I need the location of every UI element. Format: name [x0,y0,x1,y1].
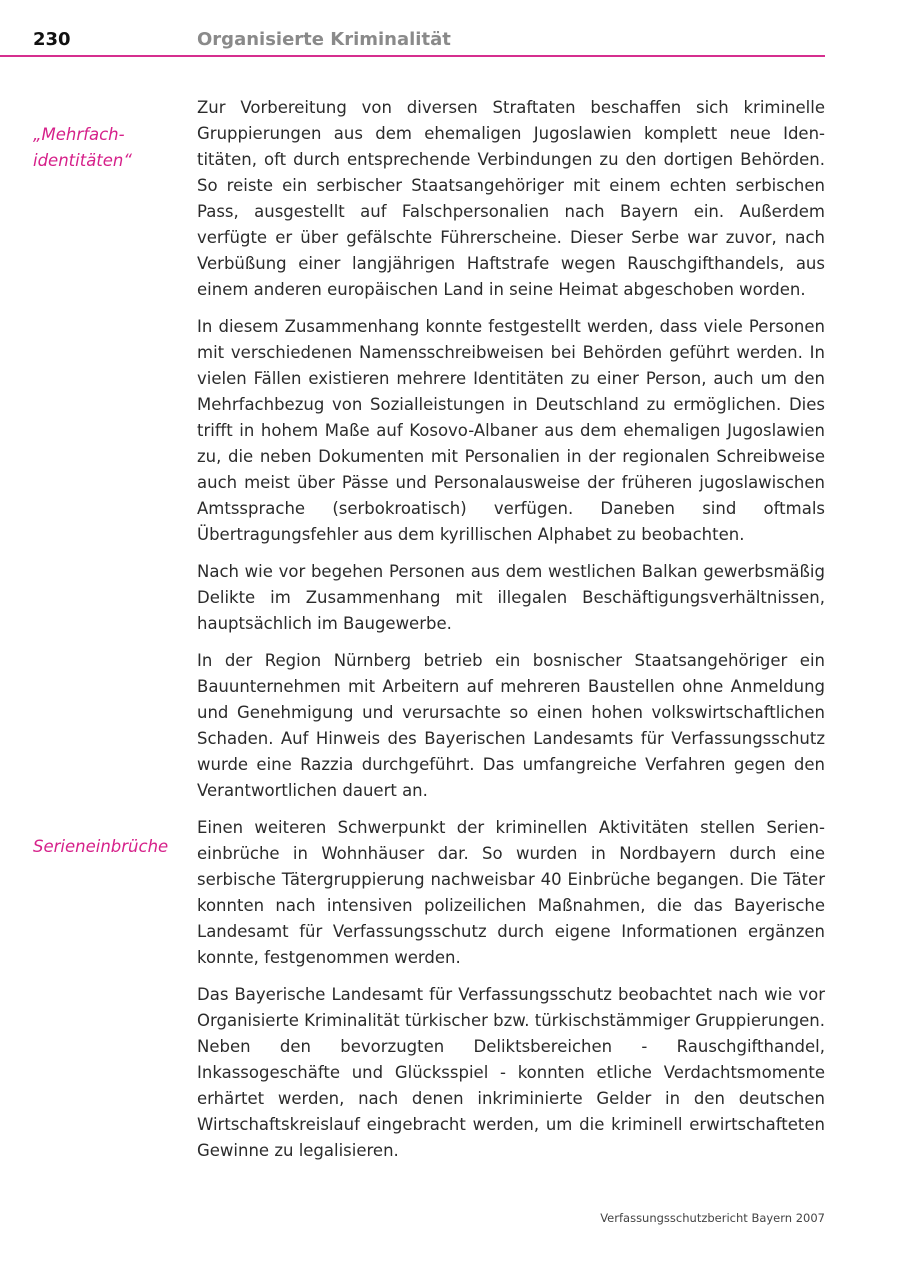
paragraph: Zur Vorbereitung von diversen Straftaten beschaffen sich kriminelle Gruppierungen aus dem ehemaligen Jugoslawien komplett neue Identitäten, oft durch entsprechende Verbindungen zu den dortigen Behörden. So reiste ein serbischer Staatsangehöriger mit einem echten serbischen Pass, ausgestellt auf Falschpersonalien nach Bayern ein. Außerdem verfügte er über gefälschte Führerscheine. Dieser Serbe war zuvor, nach Verbüßung einer langjährigen Haftstrafe wegen Rauschgifthandels, aus einem anderen europäischen Land in seine Heimat abgeschoben worden. [197,98,825,299]
paragraph: Das Bayerische Landesamt für Verfassungsschutz beobachtet nach wie vor Organisierte Kriminalität türkischer bzw. türkischstämmiger Gruppierungen. Neben den bevorzugten Deliktsbereichen - Rauschgifthandel, Inkassogeschäfte und Glücksspiel - konnten etliche Verdachtsmomente erhärtet werden, nach denen inkriminierte Gelder in den deutschen Wirtschaftskreislauf eingebracht werden, um die kriminell erwirtschafteten Gewinne zu legalisieren. [197,985,825,1160]
page-number: 230 [33,29,71,50]
paragraph: In diesem Zusammenhang konnte festgestellt werden, dass viele Personen mit verschiedenen Namensschreibweisen bei Behörden geführt werden. In vielen Fällen existieren mehrere Identitäten zu einer Person, auch um den Mehrfachbezug von Sozialleistungen in Deutschland zu ermöglichen. Dies trifft in hohem Maße auf Kosovo-Albaner aus dem ehemaligen Jugoslawien zu, die neben Dokumenten mit Personalien in der regionalen Schreibweise auch meist über Pässe und Personalausweise der früheren jugoslawischen Amtssprache (serbokroatisch) verfügen. Daneben sind oftmals Übertragungsfehler aus dem kyrillischen Alphabet zu beobachten. [197,317,825,544]
paragraph: Nach wie vor begehen Personen aus dem westlichen Balkan gewerbsmäßig Delikte im Zusammenhang mit illegalen Beschäftigungsverhältnissen, hauptsächlich im Baugewerbe. [197,562,825,633]
paragraph: In der Region Nürnberg betrieb ein bosnischer Staatsangehöriger ein Bauunternehmen mit Arbeitern auf mehreren Baustellen ohne Anmeldung und Genehmigung und verursachte so einen hohen volkswirtschaftlichen Schaden. Auf Hinweis des Bayerischen Landesamts für Verfassungsschutz wurde eine Razzia durchgeführt. Das umfangreiche Verfahren gegen den Verantwortlichen dauert an. [197,651,825,800]
page-header [0,26,825,58]
chapter-title: Organisierte Kriminalität [197,29,451,50]
body-text [197,95,825,1175]
header-divider [0,55,825,57]
margin-note-mehrfachidentitaeten: „Mehrfach- identitäten“ [33,125,132,170]
margin-note-serieneinbrueche: Serieneinbrüche [33,837,169,856]
paragraph: Einen weiteren Schwerpunkt der kriminellen Aktivitäten stellen Serieneinbrüche in Wohnhäuser dar. So wurden in Nordbayern durch eine serbische Tätergruppierung nachweisbar 40 Einbrüche begangen. Die Täter konnten nach intensiven polizeilichen Maßnahmen, die das Bayerische Landesamt für Verfassungsschutz durch eigene Informationen ergänzen konnte, festgenommen werden. [197,818,825,967]
page-footer: Verfassungsschutzbericht Bayern 2007 [600,1211,825,1225]
